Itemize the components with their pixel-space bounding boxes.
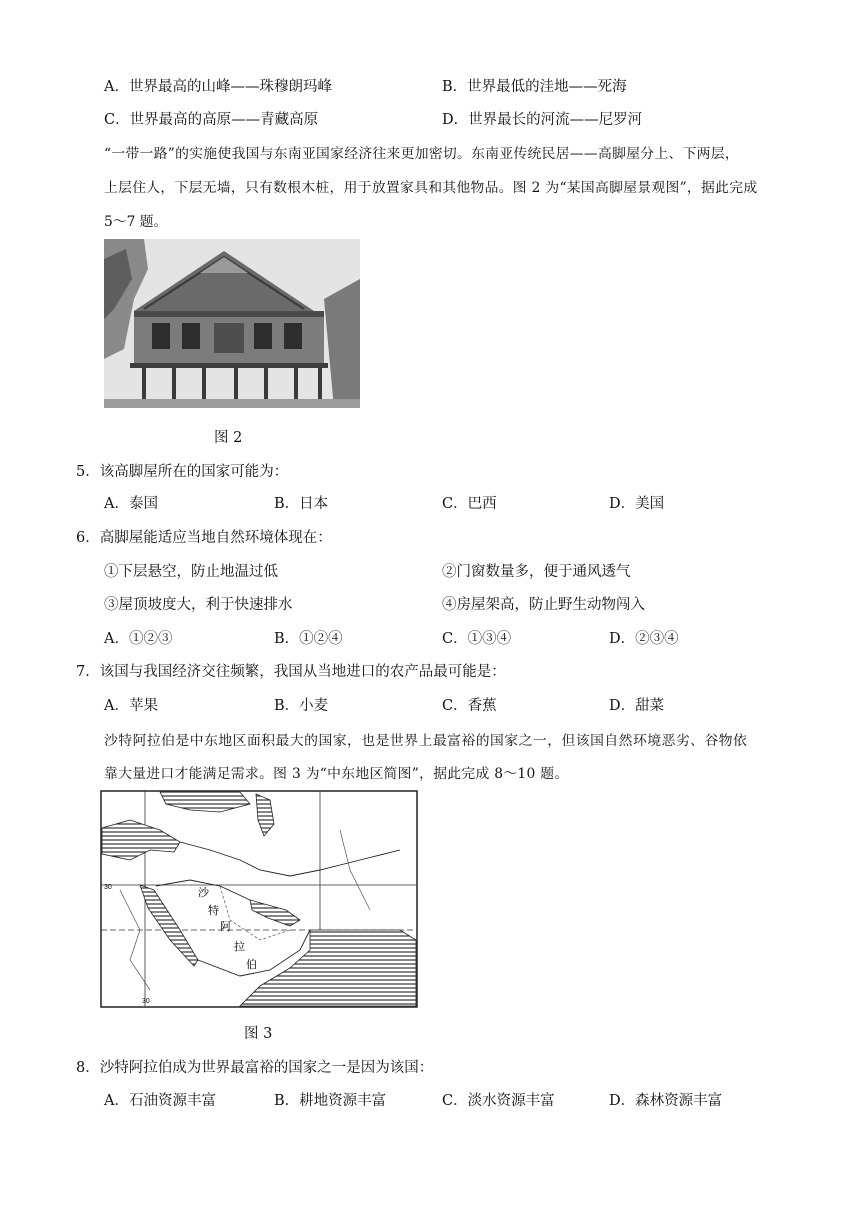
q6-items-row-1 bbox=[104, 560, 820, 582]
middle-east-map bbox=[100, 790, 418, 1008]
lat-30-label: 30 bbox=[104, 884, 112, 891]
q5-option-a: A．泰国 bbox=[104, 496, 158, 512]
q4-option-c: C．世界最高的高原——青藏高原 bbox=[104, 112, 319, 128]
figure2-caption: 图 2 bbox=[214, 430, 243, 446]
q4-options-row-2 bbox=[104, 108, 820, 130]
lon-30-label: 30 bbox=[142, 998, 150, 1005]
q5-options bbox=[104, 492, 820, 514]
q4-option-a: A．世界最高的山峰——珠穆朗玛峰 bbox=[104, 79, 332, 95]
q4-option-d: D．世界最长的河流——尼罗河 bbox=[442, 112, 643, 128]
q6-option-a: A．①②③ bbox=[104, 631, 173, 647]
q6-option-c: C．①③④ bbox=[442, 631, 512, 647]
q8-options bbox=[104, 1089, 820, 1111]
q5-option-b: B．日本 bbox=[274, 496, 329, 512]
map-label-char-4: 拉 bbox=[234, 941, 245, 953]
q6-item-3: ③屋顶坡度大，利于快速排水 bbox=[104, 597, 293, 613]
q5-option-d: D．美国 bbox=[609, 496, 665, 512]
passage2-line2: 靠大量进口才能满足需求。图 3 为“中东地区简图”，据此完成 8～10 题。 bbox=[104, 766, 569, 782]
q6-stem: 6．高脚屋能适应当地自然环境体现在： bbox=[76, 530, 332, 546]
q7-option-a: A．苹果 bbox=[104, 698, 158, 714]
q4-option-b: B．世界最低的洼地——死海 bbox=[442, 79, 627, 95]
q7-stem: 7．该国与我国经济交往频繁，我国从当地进口的农产品最可能是： bbox=[76, 664, 506, 680]
q5-option-c: C．巴西 bbox=[442, 496, 497, 512]
q6-item-4: ④房屋架高，防止野生动物闯入 bbox=[442, 597, 645, 613]
q8-option-a: A．石油资源丰富 bbox=[104, 1093, 216, 1109]
q7-option-b: B．小麦 bbox=[274, 698, 329, 714]
passage1-line3: 5～7 题。 bbox=[104, 214, 168, 230]
map-label-char-5: 伯 bbox=[246, 959, 257, 971]
q7-options bbox=[104, 694, 820, 716]
passage1-line2: 上层住人，下层无墙，只有数根木桩，用于放置家具和其他物品。图 2 为“某国高脚屋景观图”，据此完成 bbox=[104, 180, 758, 196]
q8-option-b: B．耕地资源丰富 bbox=[274, 1093, 387, 1109]
stilt-house-photo bbox=[104, 239, 360, 408]
figure3-caption: 图 3 bbox=[244, 1026, 273, 1042]
q8-option-d: D．森林资源丰富 bbox=[609, 1093, 723, 1109]
q6-options bbox=[104, 627, 820, 649]
map-label-char-2: 特 bbox=[208, 905, 219, 917]
q6-items-row-2 bbox=[104, 593, 820, 615]
q7-option-c: C．香蕉 bbox=[442, 698, 497, 714]
q5-stem: 5．该高脚屋所在的国家可能为： bbox=[76, 464, 289, 480]
q6-item-1: ①下层悬空，防止地温过低 bbox=[104, 564, 278, 580]
passage1-line1: “一带一路”的实施使我国与东南亚国家经济往来更加密切。东南亚传统民居——高脚屋分上、下两层， bbox=[104, 146, 739, 162]
q6-option-d: D．②③④ bbox=[609, 631, 679, 647]
q8-stem: 8．沙特阿拉伯成为世界最富裕的国家之一是因为该国： bbox=[76, 1060, 434, 1076]
q8-option-c: C．淡水资源丰富 bbox=[442, 1093, 555, 1109]
map-label-char-1: 沙 bbox=[198, 887, 209, 899]
q6-option-b: B．①②④ bbox=[274, 631, 343, 647]
q6-item-2: ②门窗数量多，便于通风透气 bbox=[442, 564, 631, 580]
map-label-char-3: 阿 bbox=[220, 921, 231, 933]
q4-options-row-1 bbox=[104, 75, 820, 97]
passage2-line1: 沙特阿拉伯是中东地区面积最大的国家，也是世界上最富裕的国家之一，但该国自然环境恶劣、谷物依 bbox=[104, 733, 748, 749]
q7-option-d: D．甜菜 bbox=[609, 698, 665, 714]
